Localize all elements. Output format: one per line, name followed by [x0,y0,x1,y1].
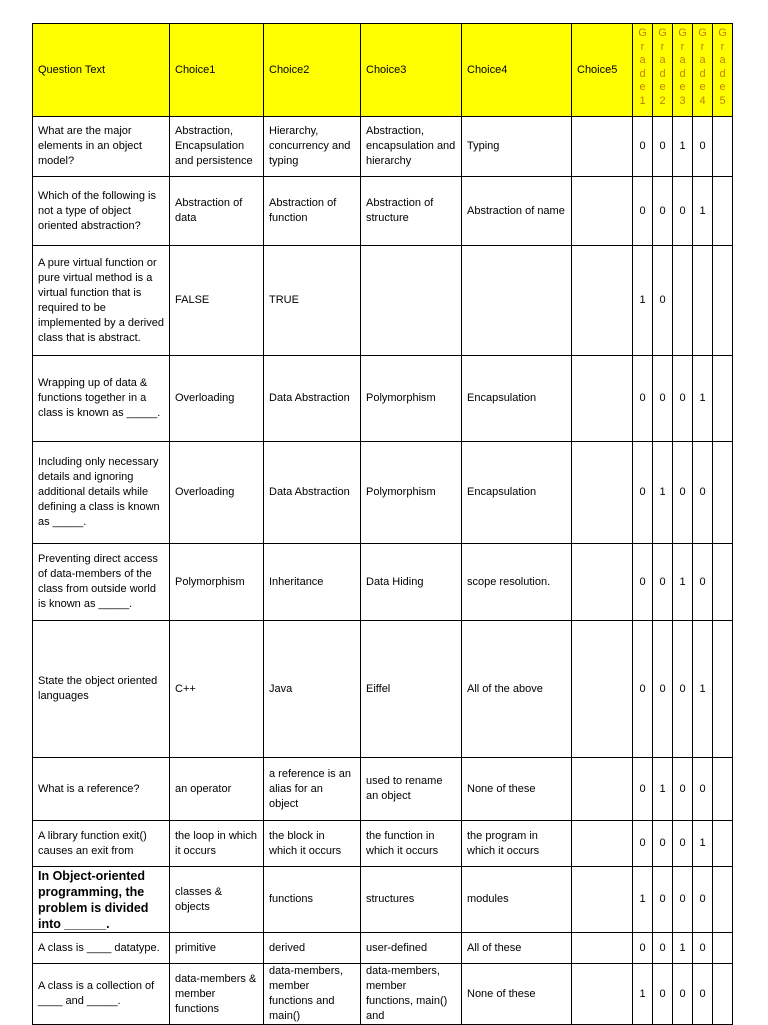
grade4-cell: 0 [693,964,713,1025]
choice4-cell: scope resolution. [462,544,572,621]
grade3-cell: 1 [673,544,693,621]
question-text: What are the major elements in an object model? [33,117,170,177]
header-choice1: Choice1 [170,24,264,117]
table-row [33,867,733,933]
grade3-cell: 1 [673,117,693,177]
choice1-cell: primitive [170,933,264,964]
table-row [33,117,733,177]
grade1-cell: 0 [633,117,653,177]
choice2-cell: data-members, member functions and main() [264,964,361,1025]
choice4-cell: Encapsulation [462,442,572,544]
question-text: A pure virtual function or pure virtual method is a virtual function that is required to be implemented by a derived class that is abstract. [33,246,170,356]
choice5-cell [572,964,633,1025]
header-choice3: Choice3 [361,24,462,117]
choice5-cell [572,177,633,246]
table-row [33,758,733,821]
grade1-cell: 1 [633,246,653,356]
choice2-cell: Data Abstraction [264,442,361,544]
table-row [33,442,733,544]
choice5-cell [572,821,633,867]
grade2-cell: 0 [653,621,673,758]
choice2-cell: TRUE [264,246,361,356]
grade4-cell: 1 [693,821,713,867]
choice4-cell: the program in which it occurs [462,821,572,867]
grade2-cell: 0 [653,117,673,177]
grade5-cell [713,246,733,356]
grade2-cell: 0 [653,933,673,964]
table-row [33,964,733,1025]
choice4-cell: None of these [462,758,572,821]
grade1-cell: 0 [633,544,653,621]
choice3-cell: Polymorphism [361,356,462,442]
grade1-cell: 0 [633,933,653,964]
grade4-cell: 1 [693,177,713,246]
grade2-cell: 1 [653,442,673,544]
grade5-cell [713,821,733,867]
grade2-cell: 0 [653,177,673,246]
table-row [33,933,733,964]
choice3-cell: user-defined [361,933,462,964]
grade3-cell: 0 [673,442,693,544]
choice4-cell: All of these [462,933,572,964]
choice2-cell: the block in which it occurs [264,821,361,867]
choice3-cell: Eiffel [361,621,462,758]
choice2-cell: functions [264,867,361,933]
choice5-cell [572,933,633,964]
grade4-cell: 0 [693,867,713,933]
grade4-cell: 0 [693,442,713,544]
header-choice5: Choice5 [572,24,633,117]
grade1-cell: 0 [633,356,653,442]
table-row [33,356,733,442]
question-text: A library function exit() causes an exit from [33,821,170,867]
choice1-cell: FALSE [170,246,264,356]
choice2-cell: Hierarchy, concurrency and typing [264,117,361,177]
choice1-cell: data-members & member functions [170,964,264,1025]
choice2-cell: a reference is an alias for an object [264,758,361,821]
grade3-cell: 0 [673,621,693,758]
question-text: State the object oriented languages [33,621,170,758]
grade1-cell: 0 [633,821,653,867]
choice1-cell: the loop in which it occurs [170,821,264,867]
grade1-cell: 1 [633,964,653,1025]
grade5-cell [713,867,733,933]
grade5-cell [713,933,733,964]
grade3-cell: 1 [673,933,693,964]
grade2-cell: 0 [653,544,673,621]
choice3-cell: structures [361,867,462,933]
choice5-cell [572,621,633,758]
grade2-cell: 0 [653,356,673,442]
question-text: Including only necessary details and ignoring additional details while defining a class is known as _____. [33,442,170,544]
grade5-cell [713,117,733,177]
header-grade1: G r a d e 1 [633,24,653,117]
choice1-cell: an operator [170,758,264,821]
header-grade3: G r a d e 3 [673,24,693,117]
grade4-cell: 1 [693,621,713,758]
grade5-cell [713,442,733,544]
choice2-cell: Abstraction of function [264,177,361,246]
grade3-cell: 0 [673,177,693,246]
table-row [33,621,733,758]
grade2-cell: 0 [653,867,673,933]
table-row [33,177,733,246]
grade1-cell: 1 [633,867,653,933]
choice3-cell: Abstraction, encapsulation and hierarchy [361,117,462,177]
grade5-cell [713,964,733,1025]
grade1-cell: 0 [633,758,653,821]
choice1-cell: classes & objects [170,867,264,933]
grade2-cell: 0 [653,821,673,867]
header-grade2: G r a d e 2 [653,24,673,117]
choice3-cell: Data Hiding [361,544,462,621]
grade5-cell [713,621,733,758]
choice4-cell: Typing [462,117,572,177]
choice1-cell: Abstraction, Encapsulation and persistence [170,117,264,177]
choice5-cell [572,246,633,356]
header-grade5: G r a d e 5 [713,24,733,117]
choice5-cell [572,356,633,442]
question-text: What is a reference? [33,758,170,821]
grade1-cell: 0 [633,621,653,758]
grade3-cell: 0 [673,758,693,821]
choice3-cell: Abstraction of structure [361,177,462,246]
choice1-cell: Overloading [170,356,264,442]
grade1-cell: 0 [633,177,653,246]
choice5-cell [572,544,633,621]
grade3-cell: 0 [673,964,693,1025]
choice4-cell: All of the above [462,621,572,758]
question-text: In Object-oriented programming, the problem is divided into ______. [33,867,170,933]
choice1-cell: C++ [170,621,264,758]
grade2-cell: 0 [653,246,673,356]
grade4-cell: 0 [693,544,713,621]
choice4-cell: Abstraction of name [462,177,572,246]
grade3-cell: 0 [673,821,693,867]
grade4-cell: 0 [693,933,713,964]
grade4-cell: 0 [693,758,713,821]
header-choice4: Choice4 [462,24,572,117]
choice5-cell [572,117,633,177]
header-choice2: Choice2 [264,24,361,117]
choice2-cell: derived [264,933,361,964]
quiz-table [32,23,733,1025]
grade4-cell [693,246,713,356]
choice4-cell [462,246,572,356]
choice2-cell: Inheritance [264,544,361,621]
choice3-cell: Polymorphism [361,442,462,544]
question-text: A class is ____ datatype. [33,933,170,964]
choice4-cell: modules [462,867,572,933]
grade4-cell: 1 [693,356,713,442]
choice3-cell: data-members, member functions, main() and [361,964,462,1025]
grade5-cell [713,544,733,621]
grade2-cell: 1 [653,758,673,821]
grade5-cell [713,356,733,442]
grade2-cell: 0 [653,964,673,1025]
question-text: A class is a collection of ____ and _____. [33,964,170,1025]
choice3-cell: used to rename an object [361,758,462,821]
choice2-cell: Java [264,621,361,758]
choice4-cell: None of these [462,964,572,1025]
choice1-cell: Polymorphism [170,544,264,621]
table-row [33,821,733,867]
grade5-cell [713,758,733,821]
header-row [33,24,733,117]
choice4-cell: Encapsulation [462,356,572,442]
question-text: Wrapping up of data & functions together in a class is known as _____. [33,356,170,442]
grade5-cell [713,177,733,246]
choice5-cell [572,442,633,544]
choice3-cell: the function in which it occurs [361,821,462,867]
grade3-cell: 0 [673,356,693,442]
grade3-cell [673,246,693,356]
grade4-cell: 0 [693,117,713,177]
grade1-cell: 0 [633,442,653,544]
question-text: Which of the following is not a type of object oriented abstraction? [33,177,170,246]
table-row [33,246,733,356]
header-grade4: G r a d e 4 [693,24,713,117]
choice1-cell: Abstraction of data [170,177,264,246]
grade3-cell: 0 [673,867,693,933]
choice3-cell [361,246,462,356]
choice5-cell [572,867,633,933]
table-row [33,544,733,621]
choice1-cell: Overloading [170,442,264,544]
choice2-cell: Data Abstraction [264,356,361,442]
choice5-cell [572,758,633,821]
question-text: Preventing direct access of data-members of the class from outside world is known as _____. [33,544,170,621]
header-question-text: Question Text [33,24,170,117]
